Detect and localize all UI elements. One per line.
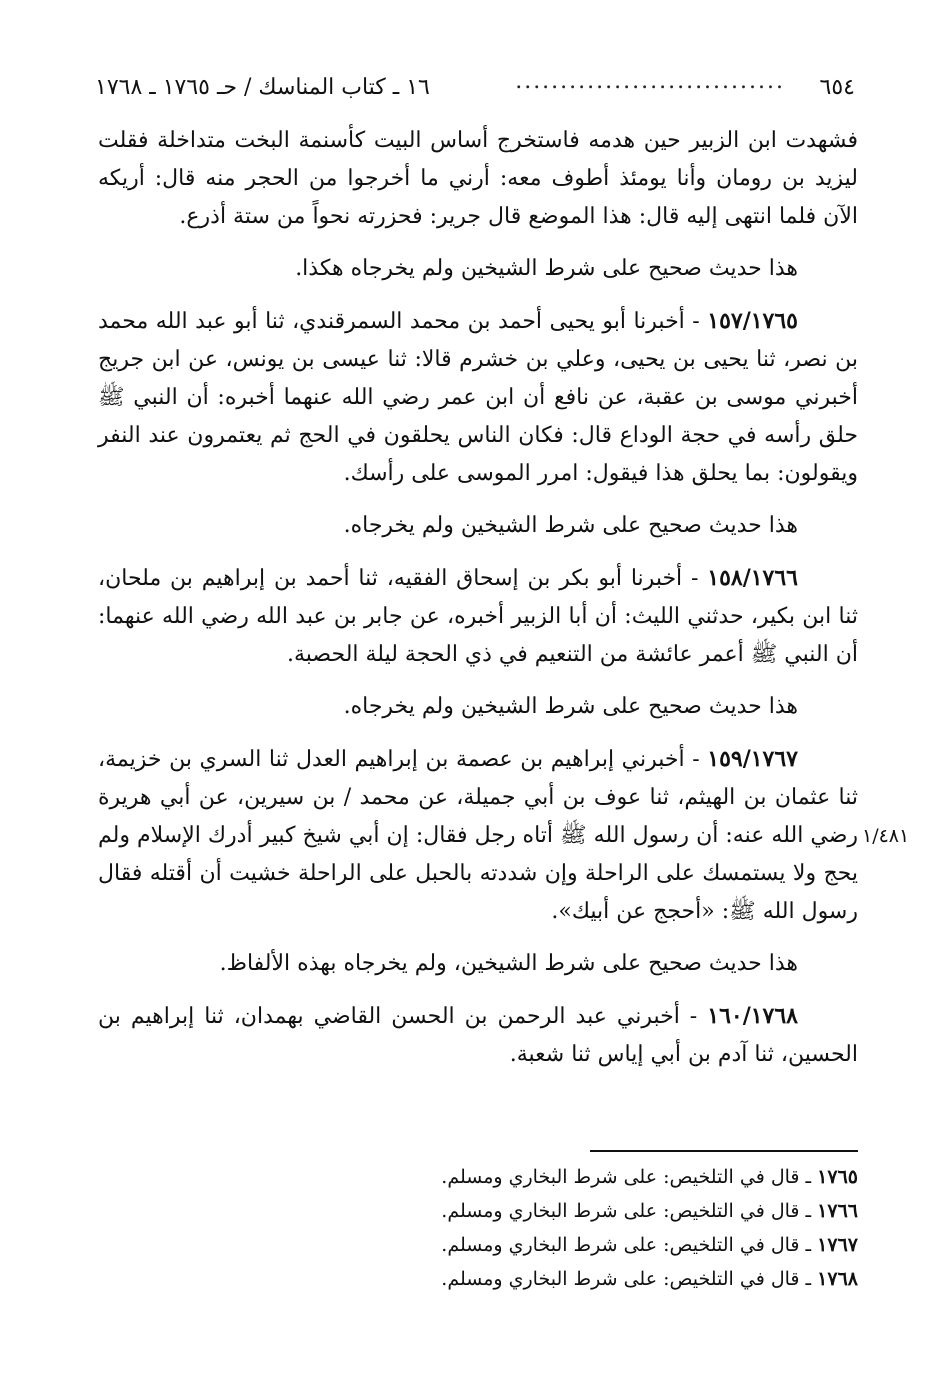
grading-statement: هذا حديث صحيح على شرط الشيخين ولم يخرجاه. bbox=[343, 513, 798, 538]
hadith-text: - أخبرنا أبو يحيى أحمد بن محمد السمرقندي، ثنا أبو عبد الله محمد بن نصر، ثنا يحيى بن يحيى، وعلي بن خشرم قالا: ثنا عيسى بن يونس، عن ابن جريج أخبرني موسى بن عقبة، عن نافع أن ابن عمر رضي الله عنهما أخبره: أن النبي ﷺ حلق رأسه في حجة الوداع قال: فكان الناس يحلقون في الحج ثم يعتمرون عند النفر ويقولون: بما يحلق هذا فيقول: امرر الموسى على رأسك. bbox=[98, 309, 858, 486]
page-header bbox=[95, 68, 855, 108]
paragraph-continued: فشهدت ابن الزبير حين هدمه فاستخرج أساس البيت كأسنمة البخت متداخلة فقلت ليزيد بن رومان وأنا يومئذ أطوف معه: أرني ما أخرجوا من الحجر منه قال: أريكه الآن فلما انتهى إليه قال: هذا الموضع قال جرير: فحزرته نحواً من ستة أذرع. bbox=[98, 128, 858, 229]
hadith-number: ١٥٩/١٧٦٧ bbox=[707, 746, 798, 772]
footnote bbox=[430, 1194, 858, 1228]
footnote bbox=[430, 1228, 858, 1262]
hadith-number: ١٦٠/١٧٦٨ bbox=[707, 1003, 798, 1029]
margin-volume-reference: ١/٤٨١ bbox=[862, 825, 910, 847]
running-head: ١٦ ـ كتاب المناسك / حـ ١٧٦٥ ـ ١٧٦٨ bbox=[95, 75, 430, 100]
footnote-number: ١٧٦٧ bbox=[817, 1234, 858, 1256]
main-text bbox=[98, 122, 858, 1074]
footnote-number: ١٧٦٥ bbox=[817, 1166, 858, 1188]
hadith-1765 bbox=[98, 302, 858, 493]
grading-statement: هذا حديث صحيح على شرط الشيخين ولم يخرجاه هكذا. bbox=[295, 256, 798, 281]
footnote-text: ـ قال في التلخيص: على شرط البخاري ومسلم. bbox=[441, 1268, 818, 1290]
grading-statement: هذا حديث صحيح على شرط الشيخين ولم يخرجاه. bbox=[343, 694, 798, 719]
footnote-number: ١٧٦٦ bbox=[817, 1200, 858, 1222]
footnote bbox=[430, 1262, 858, 1296]
footnote-text: ـ قال في التلخيص: على شرط البخاري ومسلم. bbox=[441, 1234, 818, 1256]
page-number: ٦٥٤ bbox=[819, 75, 855, 100]
footnote-text: ـ قال في التلخيص: على شرط البخاري ومسلم. bbox=[441, 1200, 818, 1222]
hadith-number: ١٥٧/١٧٦٥ bbox=[707, 308, 798, 334]
hadith-text: - أخبرنا أبو بكر بن إسحاق الفقيه، ثنا أحمد بن إبراهيم بن ملحان، ثنا ابن بكير، حدثني الليث: أن أبا الزبير أخبره، عن جابر بن عبد الله رضي الله عنهما: أن النبي ﷺ أعمر عائشة من التنعيم في ذي الحجة ليلة الحصبة. bbox=[98, 566, 858, 667]
header-dot-leader: .............................. bbox=[515, 69, 785, 94]
grading-statement: هذا حديث صحيح على شرط الشيخين، ولم يخرجاه بهذه الألفاظ. bbox=[219, 951, 798, 976]
hadith-text: - أخبرني إبراهيم بن عصمة بن إبراهيم العدل ثنا السري بن خزيمة، ثنا عثمان بن الهيثم، ثنا عوف بن أبي جميلة، عن محمد / بن سيرين، عن أبي هريرة رضي الله عنه: أن رسول الله ﷺ أتاه رجل فقال: إن أبي شيخ كبير أدرك الإسلام ولم يحج ولا يستمسك على الراحلة وإن شددته بالحبل على الراحلة خشيت أن أقتله فقال رسول الله ﷺ: «أحجج عن أبيك». bbox=[98, 747, 858, 924]
footnote-text: ـ قال في التلخيص: على شرط البخاري ومسلم. bbox=[441, 1166, 818, 1188]
hadith-number: ١٥٨/١٧٦٦ bbox=[707, 565, 798, 591]
footnote-separator bbox=[590, 1150, 858, 1152]
hadith-1768 bbox=[98, 997, 858, 1074]
hadith-1767 bbox=[98, 740, 858, 931]
footnote-number: ١٧٦٨ bbox=[817, 1268, 858, 1290]
footnote bbox=[430, 1160, 858, 1194]
footnotes bbox=[430, 1160, 858, 1296]
hadith-1766 bbox=[98, 559, 858, 674]
hadith-text: - أخبرني عبد الرحمن بن الحسن القاضي بهمدان، ثنا إبراهيم بن الحسين، ثنا آدم بن أبي إياس ثنا شعبة. bbox=[98, 1004, 858, 1067]
